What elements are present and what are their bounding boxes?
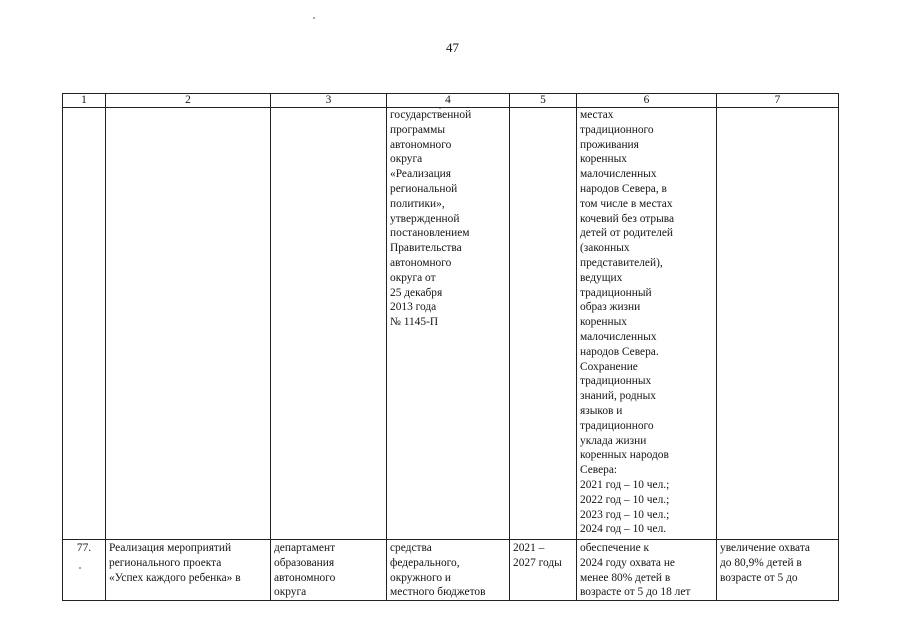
page-number: 47	[446, 40, 459, 55]
result-cell	[577, 540, 717, 601]
column-number: 2	[106, 94, 271, 108]
indicator-cell	[717, 540, 839, 601]
expected-result-text: местах традиционного проживания коренных малочисленных народов Севера, в том числе в местах кочевий без отрыва детей от родителей (законных представителей), ведущих традиционный образ жизни коренных малочисленных народов Севера. Сохранение традиционных знаний, родных языков и традиционного уклада жизни коренных народов Севера: 2021 год – 10 чел.; 2022 год – 10 чел.; 2023 год – 10 чел.; 2024 год – 10 чел.	[580, 109, 675, 536]
empty-cell	[271, 108, 387, 540]
executor: департамент образования автономного округа	[274, 542, 336, 599]
column-number: 7	[717, 94, 839, 108]
document-table	[62, 93, 839, 601]
funding-source: средства федерального, окружного и местного бюджетов	[390, 542, 486, 599]
program-basis-cell	[387, 108, 510, 540]
executor-cell	[271, 540, 387, 601]
empty-cell	[63, 108, 106, 540]
empty-cell	[717, 108, 839, 540]
item-number: 77.	[76, 542, 92, 554]
column-number: 1	[63, 94, 106, 108]
measure-name-cell	[106, 540, 271, 601]
period: 2021 – 2027 годы	[513, 542, 562, 569]
continuation-row	[63, 108, 839, 540]
empty-cell	[510, 108, 577, 540]
result: обеспечение к 2024 году охвата не менее 80% детей в возрасте от 5 до 18 лет	[580, 542, 691, 599]
column-numbers-row	[63, 94, 839, 108]
column-number: 3	[271, 94, 387, 108]
funding-cell	[387, 540, 510, 601]
measure-name: Реализация мероприятий регионального проекта «Успех каждого ребенка» в	[109, 542, 241, 584]
table-row	[63, 540, 839, 601]
empty-cell	[106, 108, 271, 540]
column-number: 5	[510, 94, 577, 108]
item-number-cell	[63, 540, 106, 601]
column-number: 4	[387, 94, 510, 108]
scan-speck	[313, 17, 315, 19]
expected-result-cell	[577, 108, 717, 540]
indicator: увеличение охвата до 80,9% детей в возрасте от 5 до	[720, 542, 810, 584]
period-cell	[510, 540, 577, 601]
program-basis-text: государственной программы автономного округа «Реализация региональной политики», утвержденной постановлением Правительства автономного округа от 25 декабря 2013 года № 1145-П	[390, 109, 472, 329]
column-number: 6	[577, 94, 717, 108]
